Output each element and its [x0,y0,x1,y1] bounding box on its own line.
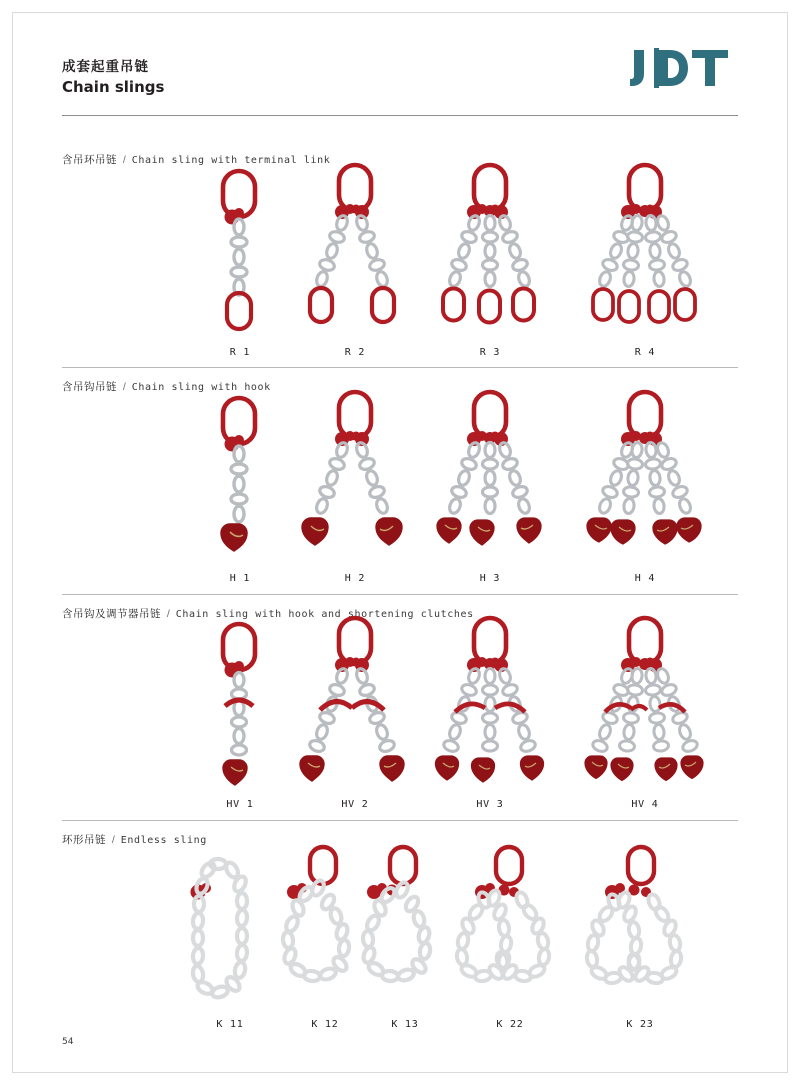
figure-hv2 [290,620,420,795]
section-title-en: Chain sling with hook and shortening clutches [175,609,474,620]
caption-h4: H 4 [634,573,656,584]
section-title-zh: 含吊环吊链 [62,154,117,166]
section-divider-1 [62,367,738,368]
figure-k23 [580,846,710,1016]
section-title-zh: 含吊钩吊链 [62,381,117,393]
figure-k22 [452,846,572,1016]
figure-k11 [178,846,278,1016]
figure-hv4 [575,620,715,795]
caption-hv2: HV 2 [341,799,369,810]
caption-r3: R 3 [479,347,501,358]
figure-h2 [290,392,420,562]
figure-h4 [575,392,715,562]
caption-h3: H 3 [479,573,501,584]
section-title-endless [62,832,207,847]
figure-r1 [175,165,305,335]
page-number: 54 [62,1037,74,1047]
section-title-separator: / [122,154,126,166]
section-title-separator: / [122,381,126,393]
caption-hv4: HV 4 [631,799,659,810]
caption-k23: K 23 [626,1019,654,1030]
figure-hv1 [175,620,305,795]
section-title-zh: 环形吊链 [62,834,106,846]
section-title-en: Endless sling [120,835,207,846]
caption-hv3: HV 3 [476,799,504,810]
caption-k13: K 13 [391,1019,419,1030]
figure-r3 [425,165,555,335]
figure-r2 [290,165,420,335]
caption-r2: R 2 [344,347,366,358]
section-title-separator: / [166,608,170,620]
page-title-en: Chain slings [62,78,165,96]
section-title-en: Chain sling with terminal link [131,155,331,166]
jdt-logo [630,48,738,88]
section-title-en: Chain sling with hook [131,382,271,393]
page-header [62,58,722,97]
figure-r4 [575,165,715,335]
caption-h1: H 1 [229,573,251,584]
caption-hv1: HV 1 [226,799,254,810]
section-divider-3 [62,820,738,821]
caption-r1: R 1 [229,347,251,358]
page-title-zh: 成套起重吊链 [62,59,149,75]
section-title-separator: / [111,834,115,846]
hook-shape [221,524,247,551]
figure-h1 [175,392,305,562]
caption-k11: K 11 [216,1019,244,1030]
caption-k22: K 22 [496,1019,524,1030]
figure-k13 [352,846,452,1016]
figure-hv3 [425,620,555,795]
caption-h2: H 2 [344,573,366,584]
caption-k12: K 12 [311,1019,339,1030]
section-title-zh: 含吊钩及调节器吊链 [62,608,161,620]
figure-h3 [425,392,555,562]
section-divider-2 [62,594,738,595]
header-divider [62,115,738,116]
section-title-hook-shortening [62,606,474,621]
caption-r4: R 4 [634,347,656,358]
